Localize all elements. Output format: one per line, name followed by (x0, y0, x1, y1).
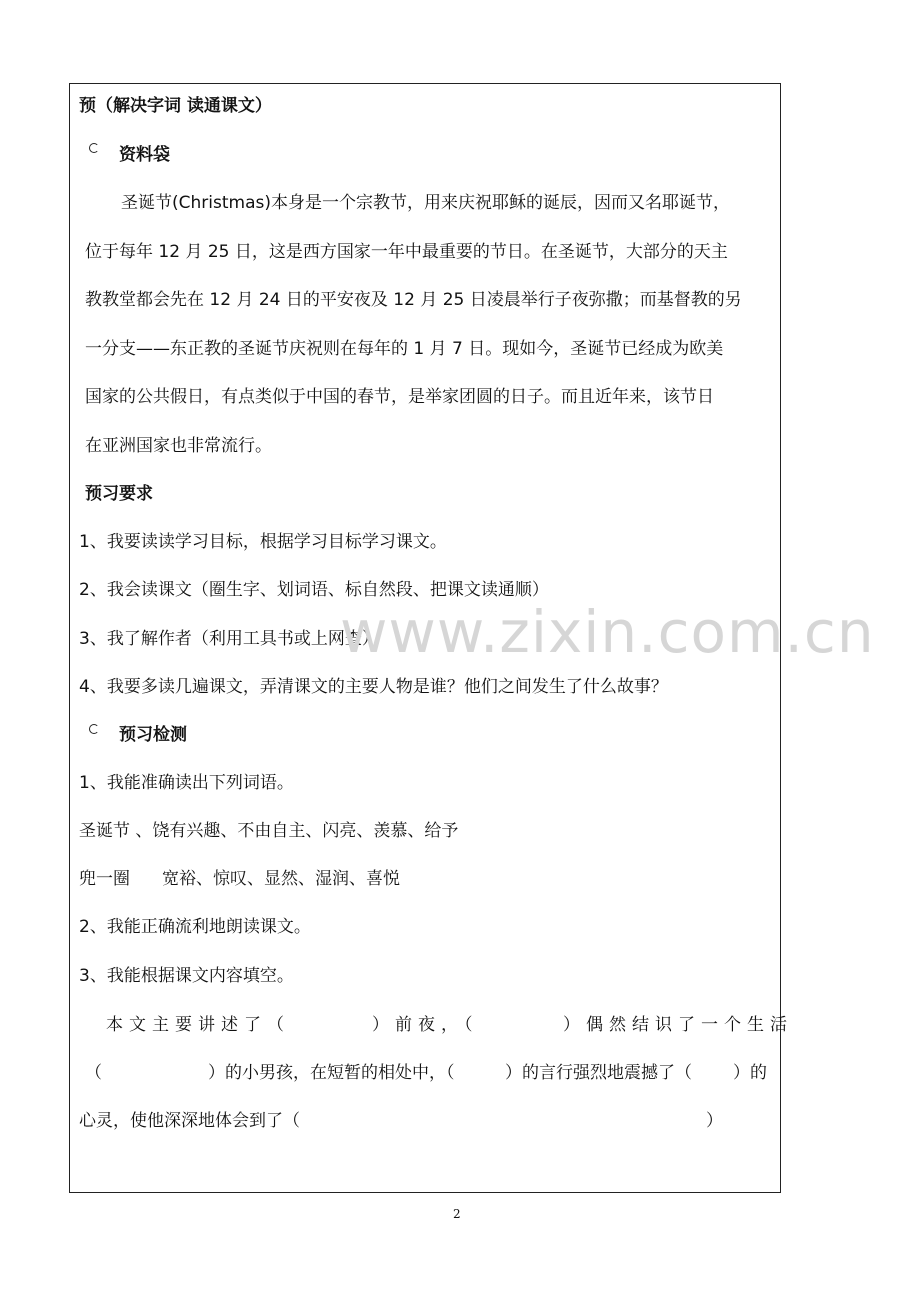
check-question: 1、我能准确读出下列词语。 (79, 773, 294, 793)
resource-line: 在亚洲国家也非常流行。 (85, 436, 272, 456)
fill-blank-text: 心灵，使他深深地体会到了（ (79, 1111, 300, 1131)
resource-line: 圣诞节(Christmas)本身是一个宗教节，用来庆祝耶稣的诞辰，因而又名耶诞节， (121, 193, 730, 213)
circle-bullet-icon (89, 143, 99, 153)
resource-line: 位于每年 12 月 25 日，这是西方国家一年中最重要的节日。在圣诞节，大部分的天主 (85, 242, 728, 262)
requirement-item: 2、我会读课文（圈生字、划词语、标自然段、把课文读通顺） (79, 580, 549, 600)
word-list-start: 兜一圈 (79, 869, 130, 889)
fill-blank-text: ）的言行强烈地震撼了（ (505, 1063, 692, 1083)
requirement-item: 4、我要多读几遍课文，弄清课文的主要人物是谁？他们之间发生了什么故事？ (79, 677, 668, 697)
requirement-item: 1、我要读读学习目标，根据学习目标学习课文。 (79, 532, 447, 552)
check-question: 2、我能正确流利地朗读课文。 (79, 917, 311, 937)
requirement-item: 3、我了解作者（利用工具书或上网查） (79, 629, 379, 649)
watermark: www.zixin.com.cn (340, 598, 875, 666)
fill-blank-text: ）的 (733, 1063, 767, 1083)
requirements-heading: 预习要求 (85, 484, 153, 504)
check-question: 3、我能根据课文内容填空。 (79, 966, 294, 986)
word-list: 宽裕、惊叹、显然、湿润、喜悦 (162, 869, 400, 889)
fill-blank-text: 本文主要讲述了（ (106, 1015, 290, 1035)
section-title: 预（解决字词 读通课文） (79, 96, 272, 116)
resource-line: 教教堂都会先在 12 月 24 日的平安夜及 12 月 25 日凌晨举行子夜弥撒；而基督教的另 (85, 290, 742, 310)
circle-bullet-icon (89, 724, 99, 734)
page-number: 2 (453, 1207, 461, 1221)
fill-blank-text: ）偶然结识了一个生活 (563, 1015, 793, 1035)
resource-line: 国家的公共假日，有点类似于中国的春节，是举家团圆的日子。而且近年来，该节日 (85, 387, 714, 407)
resource-line: 一分支——东正教的圣诞节庆祝则在每年的 1 月 7 日。现如今，圣诞节已经成为欧美 (85, 339, 724, 359)
fill-blank-text: ） (706, 1111, 723, 1131)
check-heading: 预习检测 (119, 725, 187, 745)
fill-blank-text: ）前夜，（ (372, 1015, 479, 1035)
fill-blank-text: ）的小男孩，在短暂的相处中，（ (208, 1063, 455, 1083)
resource-heading: 资料袋 (119, 145, 170, 165)
word-list: 圣诞节 、饶有兴趣、不由自主、闪亮、羡慕、给予 (79, 821, 459, 841)
fill-blank-text: （ (85, 1063, 102, 1083)
